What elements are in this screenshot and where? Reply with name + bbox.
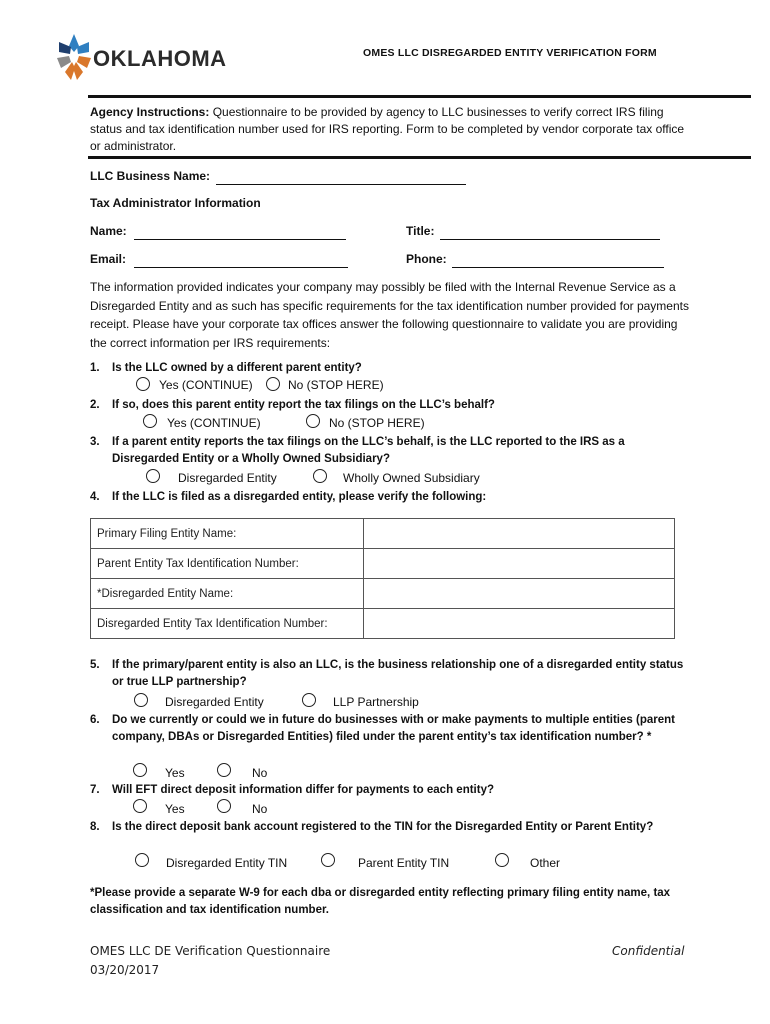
question-6 <box>90 712 690 745</box>
question-text: If a parent entity reports the tax filings on the LLC’s behalf, is the LLC reported to the IRS as a Disregarded Entity or a Wholly Owned Subsidiary? <box>112 436 625 465</box>
question-text: If the LLC is filed as a disregarded entity, please verify the following: <box>112 491 487 503</box>
footer-date: 03/20/2017 <box>90 963 160 977</box>
q3-disregarded-label: Disregarded Entity <box>178 471 277 485</box>
question-text: If so, does this parent entity report the tax filings on the LLC’s behalf? <box>112 399 495 411</box>
question-number: 8. <box>90 821 100 833</box>
info-paragraph: The information provided indicates your company may possibly be filed with the Internal Revenue Service as a Disregarded Entity and as such has specific requirements for the tax identification number provided for payments receipt. Please have your corporate tax offices answer the following questionnaire to validate you are providing the correct information per IRS requirements: <box>90 280 689 350</box>
table-row <box>91 609 675 639</box>
title-label: Title: <box>406 224 435 238</box>
table-row-label: *Disregarded Entity Name: <box>91 579 364 609</box>
q3-wholly-owned-label: Wholly Owned Subsidiary <box>343 471 480 485</box>
footer-doc-name: OMES LLC DE Verification Questionnaire <box>90 944 331 958</box>
q8-parent-tin-radio[interactable] <box>321 853 335 867</box>
q1-yes-radio[interactable] <box>136 377 150 391</box>
tax-admin-heading: Tax Administrator Information <box>90 196 261 210</box>
question-number: 4. <box>90 491 100 503</box>
logo-wordmark: OKLAHOMA <box>93 46 227 71</box>
question-text: Will EFT direct deposit information differ for payments to each entity? <box>112 784 494 796</box>
instructions-divider <box>88 156 751 159</box>
question-7 <box>90 782 690 799</box>
question-text: Is the LLC owned by a different parent entity? <box>112 362 362 374</box>
question-number: 6. <box>90 714 100 726</box>
q5-disregarded-radio[interactable] <box>134 693 148 707</box>
q7-yes-radio[interactable] <box>133 799 147 813</box>
q2-no-radio[interactable] <box>306 414 320 428</box>
table-row-label: Disregarded Entity Tax Identification Number: <box>91 609 364 639</box>
name-field[interactable] <box>134 225 346 240</box>
question-number: 7. <box>90 784 100 796</box>
disregarded-entity-name-input[interactable] <box>364 579 675 609</box>
q7-no-label: No <box>252 802 268 816</box>
parent-entity-tin-input[interactable] <box>364 549 675 579</box>
q8-disregarded-tin-radio[interactable] <box>135 853 149 867</box>
question-8 <box>90 819 690 836</box>
table-row <box>91 579 675 609</box>
top-divider <box>88 95 751 98</box>
q2-yes-label: Yes (CONTINUE) <box>167 416 261 430</box>
question-2 <box>90 397 690 414</box>
q8-other-radio[interactable] <box>495 853 509 867</box>
question-number: 2. <box>90 399 100 411</box>
q5-llp-label: LLP Partnership <box>333 695 419 709</box>
entity-verification-table <box>90 518 675 639</box>
q5-disregarded-label: Disregarded Entity <box>165 695 264 709</box>
table-row-label: Parent Entity Tax Identification Number: <box>91 549 364 579</box>
business-name-field[interactable] <box>216 170 466 185</box>
q7-yes-label: Yes <box>165 802 185 816</box>
q6-no-radio[interactable] <box>217 763 231 777</box>
q5-llp-radio[interactable] <box>302 693 316 707</box>
question-5 <box>90 657 690 690</box>
question-1 <box>90 360 690 377</box>
question-number: 3. <box>90 436 100 448</box>
business-name-label: LLC Business Name: <box>90 169 211 183</box>
table-row <box>91 549 675 579</box>
q6-yes-radio[interactable] <box>133 763 147 777</box>
phone-label: Phone: <box>406 252 447 266</box>
title-field[interactable] <box>440 225 660 240</box>
table-row-label: Primary Filing Entity Name: <box>91 519 364 549</box>
question-text: Do we currently or could we in future do businesses with or make payments to multiple entities (parent company, DBAs or Disregarded Entities) filed under the parent entity’s tax identification number? * <box>112 714 675 743</box>
q8-disregarded-tin-label: Disregarded Entity TIN <box>166 856 288 870</box>
q8-other-label: Other <box>530 856 561 870</box>
question-number: 1. <box>90 362 100 374</box>
q6-yes-label: Yes <box>165 766 185 780</box>
disregarded-entity-tin-input[interactable] <box>364 609 675 639</box>
question-3 <box>90 434 690 467</box>
q2-yes-radio[interactable] <box>143 414 157 428</box>
instructions-text: Questionnaire to be provided by agency to LLC businesses to verify correct IRS filing status and tax identification number used for IRS reporting. Form to be completed by vendor corporate tax office or administrator. <box>90 105 685 153</box>
oklahoma-star-logo <box>55 32 93 82</box>
q2-no-label: No (STOP HERE) <box>329 416 425 430</box>
question-4 <box>90 489 690 506</box>
agency-instructions <box>90 104 690 155</box>
footer-confidential: Confidential <box>612 944 685 958</box>
table-row <box>91 519 675 549</box>
q1-yes-label: Yes (CONTINUE) <box>159 378 253 392</box>
phone-field[interactable] <box>452 253 664 268</box>
name-label: Name: <box>90 224 127 238</box>
q6-no-label: No <box>252 766 268 780</box>
email-field[interactable] <box>134 253 348 268</box>
question-text: If the primary/parent entity is also an LLC, is the business relationship one of a disregarded entity status or true LLP partnership? <box>112 659 684 688</box>
w9-note: *Please provide a separate W-9 for each dba or disregarded entity reflecting primary filing entity name, tax classification and tax identification number. <box>90 887 671 916</box>
email-label: Email: <box>90 252 127 266</box>
form-title: OMES LLC DISREGARDED ENTITY VERIFICATION FORM <box>363 47 657 59</box>
q1-no-label: No (STOP HERE) <box>288 378 384 392</box>
primary-filing-entity-name-input[interactable] <box>364 519 675 549</box>
q7-no-radio[interactable] <box>217 799 231 813</box>
q3-disregarded-radio[interactable] <box>146 469 160 483</box>
q1-no-radio[interactable] <box>266 377 280 391</box>
q8-parent-tin-label: Parent Entity TIN <box>358 856 450 870</box>
q3-wholly-owned-radio[interactable] <box>313 469 327 483</box>
question-number: 5. <box>90 659 100 671</box>
instructions-label: Agency Instructions: <box>90 105 210 119</box>
question-text: Is the direct deposit bank account registered to the TIN for the Disregarded Entity or Parent Entity? <box>112 821 654 833</box>
